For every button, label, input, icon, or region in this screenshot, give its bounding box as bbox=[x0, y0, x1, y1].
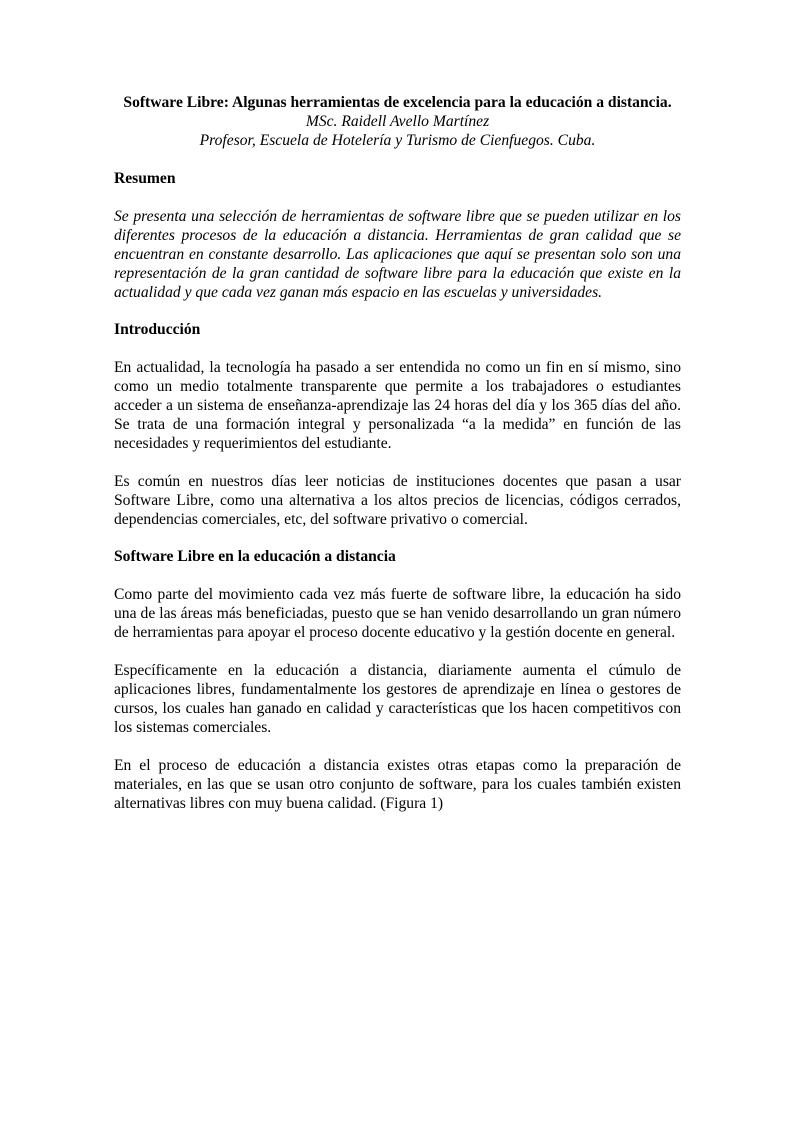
heading-resumen: Resumen bbox=[114, 170, 176, 187]
intro-paragraph-2: Es común en nuestros días leer noticias de instituciones docentes que pasan a usar Software Libre, como una alternativa a los altos precios de licencias, códigos cerrados, dependencias comerciales, etc, del software privativo o comercial. bbox=[114, 473, 681, 528]
software-libre-paragraph-1: Como parte del movimiento cada vez más fuerte de software libre, la educación ha sido una de las áreas más beneficiadas, puesto que se han venido desarrollando un gran número de herramientas para apoyar el proceso docente educativo y la gestión docente en general. bbox=[114, 586, 681, 641]
abstract-paragraph: Se presenta una selección de herramientas de software libre que se pueden utilizar en los diferentes procesos de la educación a distancia. Herramientas de gran calidad que se encuentran en constante desarrollo. Las aplicaciones que aquí se presentan solo son una representación de la gran cantidad de software libre para la educación que existe en la actualidad y que cada vez ganan más espacio en las escuelas y universidades. bbox=[114, 208, 681, 301]
heading-software-libre: Software Libre en la educación a distancia bbox=[114, 548, 396, 565]
heading-introduccion: Introducción bbox=[114, 321, 201, 338]
document-title: Software Libre: Algunas herramientas de excelencia para la educación a distancia. bbox=[123, 94, 672, 111]
title-block bbox=[114, 93, 681, 150]
author-line: MSc. Raidell Avello Martínez bbox=[305, 113, 490, 130]
affiliation-line: Profesor, Escuela de Hotelería y Turismo de Cienfuegos. Cuba. bbox=[199, 132, 596, 149]
software-libre-paragraph-3: En el proceso de educación a distancia existes otras etapas como la preparación de materiales, en las que se usan otro conjunto de software, para los cuales también existen alternativas libres con muy buena calidad. (Figura 1) bbox=[114, 757, 681, 812]
intro-paragraph-1: En actualidad, la tecnología ha pasado a ser entendida no como un fin en sí mismo, sino como un medio totalmente transparente que permite a los trabajadores o estudiantes acceder a un sistema de enseñanza-aprendizaje las 24 horas del día y los 365 días del año. Se trata de una formación integral y personalizada “a la medida” en función de las necesidades y requerimientos del estudiante. bbox=[114, 359, 681, 452]
software-libre-paragraph-2: Específicamente en la educación a distancia, diariamente aumenta el cúmulo de aplicaciones libres, fundamentalmente los gestores de aprendizaje en línea o gestores de cursos, los cuales han ganado en calidad y características que los hacen competitivos con los sistemas comerciales. bbox=[114, 662, 681, 736]
document-body bbox=[114, 93, 681, 813]
